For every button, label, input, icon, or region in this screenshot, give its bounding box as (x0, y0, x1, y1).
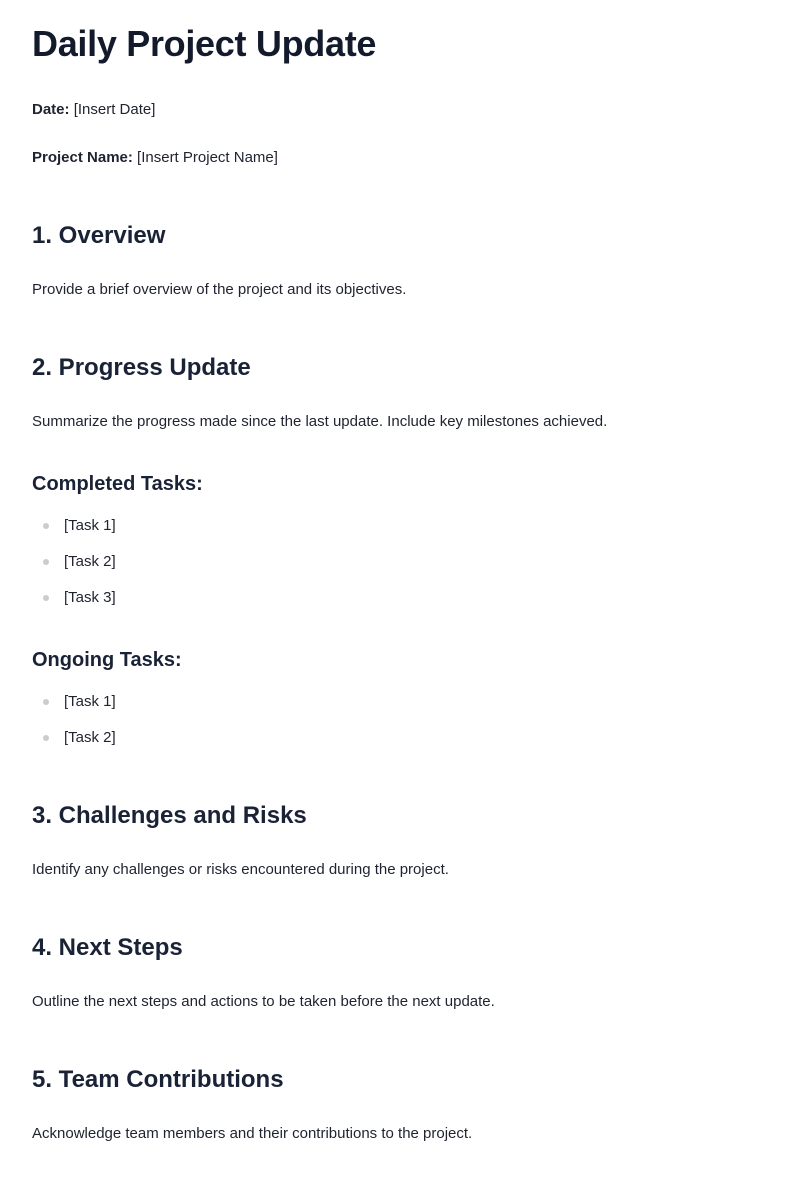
list-item (32, 588, 116, 624)
progress-text: Summarize the progress made since the last update. Include key milestones achieved. (32, 413, 608, 430)
next-steps-heading: 4. Next Steps (32, 934, 183, 961)
next-steps-text: Outline the next steps and actions to be taken before the next update. (32, 993, 495, 1010)
list-item (32, 692, 116, 728)
progress-heading: 2. Progress Update (32, 354, 251, 381)
ongoing-tasks-heading: Ongoing Tasks: (32, 649, 182, 671)
bullet-icon (43, 523, 49, 529)
date-value: [Insert Date] (73, 101, 156, 118)
challenges-heading: 3. Challenges and Risks (32, 802, 307, 829)
challenges-text: Identify any challenges or risks encountered during the project. (32, 861, 449, 878)
overview-heading: 1. Overview (32, 222, 166, 249)
ongoing-task-2: [Task 2] (64, 729, 116, 746)
completed-tasks-heading: Completed Tasks: (32, 473, 203, 495)
completed-tasks-list (32, 516, 116, 624)
completed-task-1: [Task 1] (64, 517, 116, 534)
team-contributions-text: Acknowledge team members and their contributions to the project. (32, 1125, 473, 1142)
completed-task-2: [Task 2] (64, 553, 116, 570)
bullet-icon (43, 735, 49, 741)
date-line (32, 100, 155, 120)
list-item (32, 516, 116, 552)
ongoing-task-1: [Task 1] (64, 693, 116, 710)
overview-text: Provide a brief overview of the project and its objectives. (32, 281, 407, 298)
page-title: Daily Project Update (32, 23, 377, 64)
completed-task-3: [Task 3] (64, 589, 116, 606)
project-name-line (32, 148, 278, 168)
date-label: Date: (32, 101, 70, 118)
project-name-value: [Insert Project Name] (137, 149, 278, 166)
project-name-label: Project Name: (32, 149, 133, 166)
bullet-icon (43, 595, 49, 601)
team-contributions-heading: 5. Team Contributions (32, 1066, 284, 1093)
bullet-icon (43, 699, 49, 705)
list-item (32, 552, 116, 588)
list-item (32, 728, 116, 764)
bullet-icon (43, 559, 49, 565)
ongoing-tasks-list (32, 692, 116, 764)
